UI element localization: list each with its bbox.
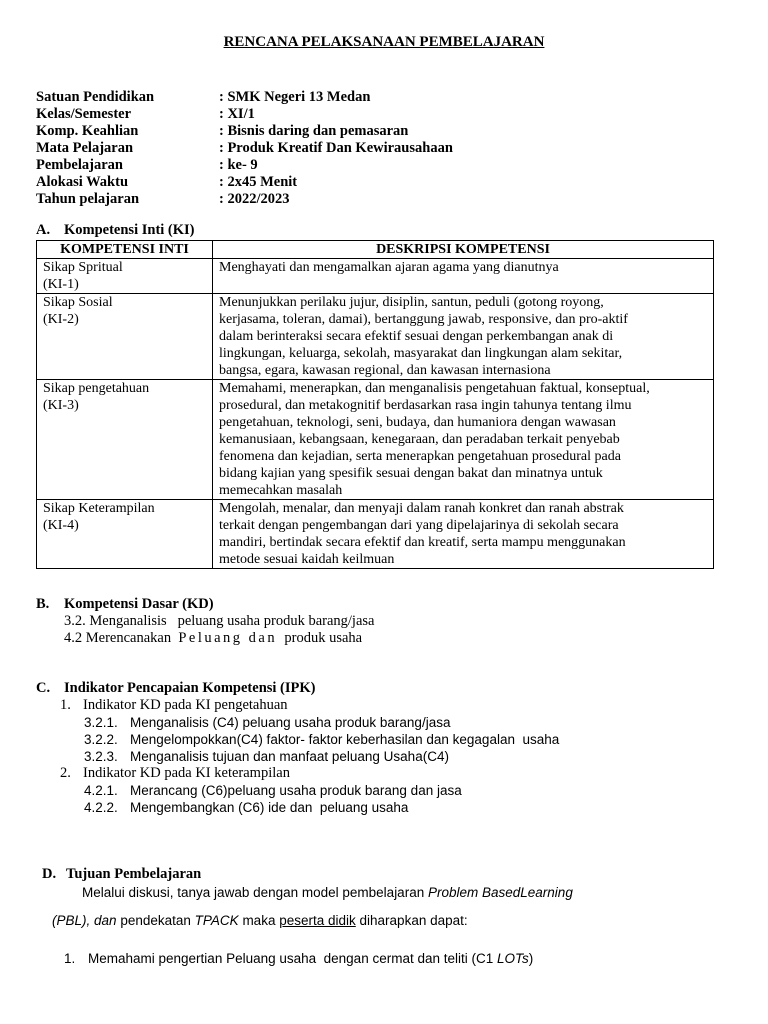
ki-desc-cell [213,259,714,294]
kd-text: produk usaha [284,630,363,646]
identity-label: Tahun pelajaran [36,191,140,207]
list-item [84,782,462,799]
objective-paragraph [82,884,573,901]
ki-desc-line: Menunjukkan perilaku jujur, disiplin, santun, peduli (gotong royong, [219,295,604,310]
ki-desc-line: metode sesuai kaidah keilmuan [219,552,395,567]
identity-value: : ke- 9 [219,157,258,173]
list-number: 3.2.2. [84,732,118,747]
section-letter: B. [36,596,50,612]
ipk-group [60,697,288,714]
ipk-group-title: Indikator KD pada KI pengetahuan [83,697,288,713]
identity-value: : XI/1 [219,106,255,122]
identity-label: Pembelajaran [36,157,123,173]
list-item-text: ) [528,951,534,966]
ki-header-row [37,241,714,259]
list-number: 3.2.3. [84,749,118,764]
ki-desc-cell [213,294,714,380]
table-row [37,259,714,294]
identity-value: : SMK Negeri 13 Medan [219,89,371,105]
ki-name: Sikap Spritual [43,260,123,275]
kd-item: 3.2. Menganalisis peluang usaha produk barang/jasa [64,613,375,629]
identity-row [36,191,453,208]
spacer [219,276,707,293]
ki-name-cell [37,294,213,380]
list-item-text: Mengelompokkan(C4) faktor- faktor keberhasilan dan kegagalan usaha [130,732,560,747]
identity-row [36,140,453,157]
ki-code: (KI-4) [43,518,79,533]
identity-row [36,157,453,174]
identity-label: Satuan Pendidikan [36,89,155,105]
ki-desc-line: kemanusiaan, kebangsaan, kenegaraan, dan peradaban terkait penyebab [219,432,620,447]
section-letter: D. [42,866,57,882]
list-number: 4.2.1. [84,783,118,798]
ki-table [36,240,714,569]
list-item [84,714,450,731]
list-number: 4.2.2. [84,800,118,815]
list-number: 2. [60,765,71,781]
paragraph-text: Melalui diskusi, tanya jawab dengan model pembelajaran [82,885,425,900]
ki-desc-line: memecahkan masalah [219,483,343,498]
paragraph-italic: (PBL), dan [52,913,117,928]
identity-row [36,106,453,123]
identity-value: : Produk Kreatif Dan Kewirausahaan [219,140,453,156]
ki-desc-line: Menghayati dan mengamalkan ajaran agama yang dianutnya [219,260,559,275]
paragraph-text: diharapkan dapat: [359,913,468,928]
list-item [84,748,449,765]
ki-desc-line: Mengolah, menalar, dan menyaji dalam ranah konkret dan ranah abstrak [219,501,624,516]
kd-text: 4.2 Merencanakan [64,630,172,646]
ki-code: (KI-2) [43,312,79,327]
section-letter: A. [36,222,51,238]
ki-name-cell [37,500,213,569]
objective-paragraph [52,912,468,929]
list-number: 1. [60,697,71,713]
ki-desc-line: kerjasama, toleran, damai), bertanggung jawab, responsive, dan pro-aktif [219,312,628,327]
ki-desc-cell [213,380,714,500]
ki-desc-cell [213,500,714,569]
ki-code: (KI-1) [43,277,79,292]
ki-name: Sikap Keterampilan [43,501,155,516]
identity-label: Mata Pelajaran [36,140,134,156]
paragraph-text: pendekatan [120,913,191,928]
ipk-group-title: Indikator KD pada KI keterampilan [83,765,290,781]
identity-label: Kelas/Semester [36,106,132,122]
kd-text-spaced: Peluang dan [178,630,278,646]
ki-col-header: KOMPETENSI INTI [37,241,213,259]
identity-label: Komp. Keahlian [36,123,139,139]
ki-desc-line: mandiri, bertindak secara efektif dan kreatif, serta mampu menggunakan [219,535,626,550]
paragraph-italic: Problem BasedLearning [427,885,573,900]
ki-name: Sikap Sosial [43,295,113,310]
section-title: Indikator Pencapaian Kompetensi (IPK) [64,680,316,696]
ki-desc-line: fenomena dan kejadian, serta menerapkan pengetahuan prosedural pada [219,449,621,464]
section-title: Tujuan Pembelajaran [66,866,202,882]
ki-name: Sikap pengetahuan [43,381,150,396]
table-row [37,500,714,569]
ki-desc-line: dalam berinteraksi secara efektif sesuai dengan perkembangan anak di [219,329,614,344]
identity-value: : 2022/2023 [219,191,290,207]
list-item [84,799,408,816]
section-title: Kompetensi Dasar (KD) [64,596,214,612]
ki-desc-line: bangsa, egara, kawasan regional, dan kawasan internasiona [219,363,551,378]
ki-name-cell [37,380,213,500]
ki-code: (KI-3) [43,398,79,413]
paragraph-italic: TPACK [194,913,239,928]
ki-name-cell [37,259,213,294]
objective-item [64,950,533,967]
list-item-text: Merancang (C6)peluang usaha produk barang dan jasa [130,783,462,798]
kd-item [64,630,362,647]
ki-desc-line: bidang kajian yang spesifik sesuai dengan bakat dan minatnya untuk [219,466,603,481]
identity-value: : Bisnis daring dan pemasaran [219,123,409,139]
list-item-text: Menganalisis (C4) peluang usaha produk barang/jasa [130,715,451,730]
paragraph-text: maka [242,913,276,928]
section-title: Kompetensi Inti (KI) [64,222,195,238]
identity-row [36,89,453,106]
section-a-heading [36,222,195,239]
list-item-text: Mengembangkan (C6) ide dan peluang usaha [130,800,409,815]
document-title: RENCANA PELAKSANAAN PEMBELAJARAN [223,34,545,50]
section-c-heading [36,680,315,697]
list-number: 3.2.1. [84,715,118,730]
identity-block [36,89,453,208]
identity-label: Alokasi Waktu [36,174,129,190]
identity-row [36,123,453,140]
ki-desc-line: lingkungan, keluarga, sekolah, masyarakat dan lingkungan alam sekitar, [219,346,623,361]
ipk-group [60,765,290,782]
identity-row [36,174,453,191]
ki-desc-line: prosedural, dan metakognitif berdasarkan rasa ingin tahunya tentang ilmu [219,398,632,413]
section-b-heading [36,596,214,613]
ki-desc-line: terkait dengan pengembangan dari yang dipelajarinya di sekolah secara [219,518,619,533]
ki-col-header: DESKRIPSI KOMPETENSI [213,241,714,259]
table-row [37,380,714,500]
identity-value: : 2x45 Menit [219,174,298,190]
list-number: 1. [64,951,76,966]
section-letter: C. [36,680,51,696]
section-d-heading [42,866,201,883]
table-row [37,294,714,380]
list-item-text: Memahami pengertian Peluang usaha dengan cermat dan teliti (C1 [88,951,494,966]
list-item-italic: LOTs [497,951,529,966]
ki-desc-line: pengetahuan, teknologi, seni, budaya, dan humaniora dengan wawasan [219,415,616,430]
paragraph-underline: peserta didik [279,913,356,928]
list-item [84,731,559,748]
list-item-text: Menganalisis tujuan dan manfaat peluang Usaha(C4) [130,749,449,764]
ki-desc-line: Memahami, menerapkan, dan menganalisis pengetahuan faktual, konseptual, [219,381,650,396]
